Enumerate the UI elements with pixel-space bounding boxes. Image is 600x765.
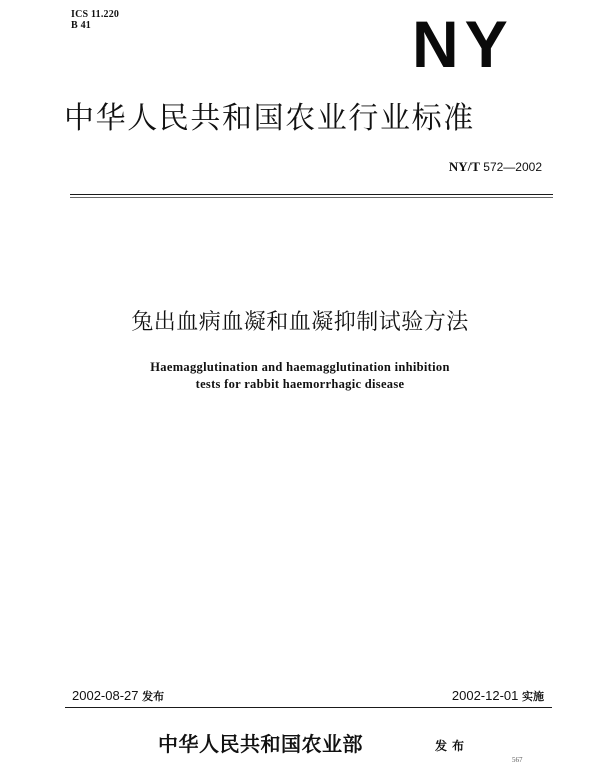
top-divider-secondary <box>70 197 553 198</box>
english-title-line-1: Haemagglutination and haemagglutination inhibition <box>150 360 450 374</box>
effective-date-value: 2002-12-01 <box>451 688 519 703</box>
standard-number-rest: 572—2002 <box>479 160 542 174</box>
issue-date-value: 2002-08-27 <box>72 688 139 703</box>
standard-logo: NY <box>412 7 514 81</box>
document-title-chinese: 兔出血病血凝和血凝抑制试验方法 <box>131 310 469 335</box>
effective-date <box>418 688 544 705</box>
standard-number <box>412 159 542 175</box>
page-number: 567 <box>512 756 523 764</box>
ics-code: ICS 11.220 <box>71 9 120 20</box>
bottom-divider <box>65 707 552 708</box>
classification-codes <box>71 9 119 31</box>
standard-number-prefix: NY/T <box>448 159 480 174</box>
class-code: B 41 <box>71 20 91 31</box>
publisher-name: 中华人民共和国农业部 <box>158 732 363 756</box>
effective-date-label: 实施 <box>522 690 544 703</box>
english-title-line-2: tests for rabbit haemorrhagic disease <box>195 377 405 391</box>
document-title-english <box>0 359 600 393</box>
publisher-action: 发布 <box>435 739 470 753</box>
issue-date <box>72 688 164 705</box>
issue-date-label: 发布 <box>142 690 165 703</box>
top-divider <box>70 194 553 195</box>
organization-title: 中华人民共和国农业行业标准 <box>64 101 475 136</box>
